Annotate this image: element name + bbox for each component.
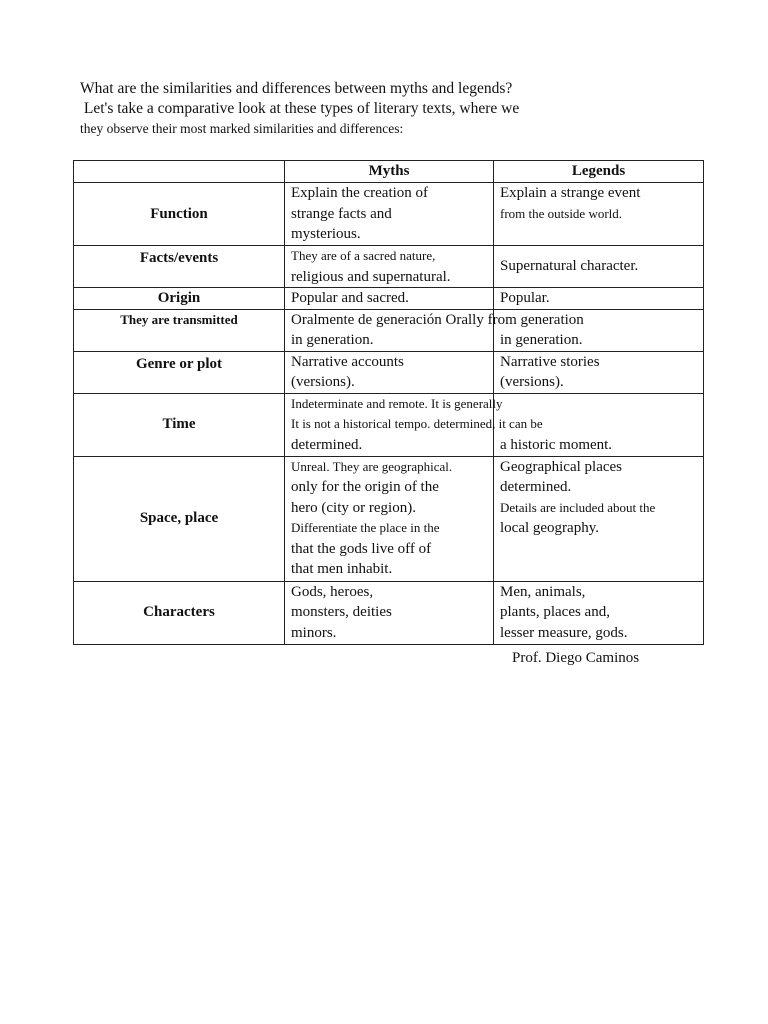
table-row [74,288,704,310]
text-line: Popular and sacred. [291,290,409,306]
text-line: monsters, deities [291,604,392,620]
characters-myths-cell [285,581,494,644]
text-line: from the outside world. [500,205,623,221]
intro-text [80,79,700,139]
text-line: strange facts and [291,205,392,222]
characters-legends-cell [494,581,704,644]
header-myths: Myths [285,161,494,183]
table-row [74,183,704,246]
text-line: Supernatural character. [500,258,639,275]
text-line: in generation. [500,332,583,348]
text-line: that the gods live off of [291,540,432,557]
row-label-facts-events: Facts/events [74,246,285,288]
text-line: Unreal. They are geographical. [291,458,453,474]
row-label-function: Function [74,183,285,246]
row-label-origin: Origin [74,288,285,310]
table-row [74,246,704,288]
text-line: that men inhabit. [291,561,393,577]
transmitted-myths-cell [285,309,584,351]
origin-legends-cell [494,288,704,310]
table-row [74,351,704,393]
text-line: local geography. [500,520,599,536]
text-line: religious and supernatural. [291,268,451,285]
facts-legends-cell [494,246,704,288]
text-line: Geographical places [500,458,623,475]
origin-myths-cell [285,288,494,310]
text-line: (versions). [500,374,564,390]
text-line: minors. [291,624,337,641]
text-line: Explain a strange event [500,185,641,201]
space-legends-cell [494,456,704,581]
time-myths-cell [285,393,543,456]
intro-line-2: Let's take a comparative look at these types of literary texts, where we [80,100,520,117]
table-row [74,581,704,644]
row-label-space-place: Space, place [74,456,285,581]
text-line: Narrative stories [500,353,600,370]
row-label-time: Time [74,393,285,456]
facts-myths-cell [285,246,494,288]
text-line: Narrative accounts [291,353,404,370]
table-header-row [74,161,704,183]
text-line: in generation. [291,332,374,348]
row-label-genre: Genre or plot [74,351,285,393]
header-legends: Legends [494,161,704,183]
text-line: only for the origin of the [291,479,439,495]
comparison-table [73,160,704,645]
text-line: determined. [291,436,363,453]
table-row [74,393,704,456]
text-line: mysterious. [291,226,361,242]
intro-line-1: What are the similarities and differences between myths and legends? [80,80,513,97]
author-signature: Prof. Diego Caminos [512,650,640,666]
text-line: It is not a historical tempo. determined, it can be [291,416,543,431]
text-line: Gods, heroes, [291,583,374,600]
text-line: Popular. [500,290,550,306]
text-line: Differentiate the place in the [291,520,440,535]
text-line: a historic moment. [500,436,613,453]
space-myths-cell [285,456,494,581]
function-myths-cell [285,183,494,246]
text-line: Men, animals, [500,583,586,600]
table-row [74,309,704,351]
table-row [74,456,704,581]
text-line: They are of a sacred nature, [291,248,436,263]
header-blank-cell [74,161,285,183]
function-legends-cell [494,183,704,246]
text-line: Details are included about the [500,499,656,515]
genre-myths-cell [285,351,494,393]
text-line: lesser measure, gods. [500,624,628,641]
text-line: Explain the creation of [291,185,429,201]
intro-line-3: they observe their most marked similarities and differences: [80,121,404,136]
text-line: determined. [500,479,572,495]
text-line [500,394,703,415]
row-label-characters: Characters [74,581,285,644]
text-line: Oralmente de generación Orally from generation [291,311,584,328]
text-line: plants, places and, [500,604,610,620]
text-line: hero (city or region). [291,499,416,516]
genre-legends-cell [494,351,704,393]
text-line: Indeterminate and remote. It is generally [291,395,503,411]
row-label-transmitted: They are transmitted [74,309,285,351]
text-line: (versions). [291,374,355,390]
